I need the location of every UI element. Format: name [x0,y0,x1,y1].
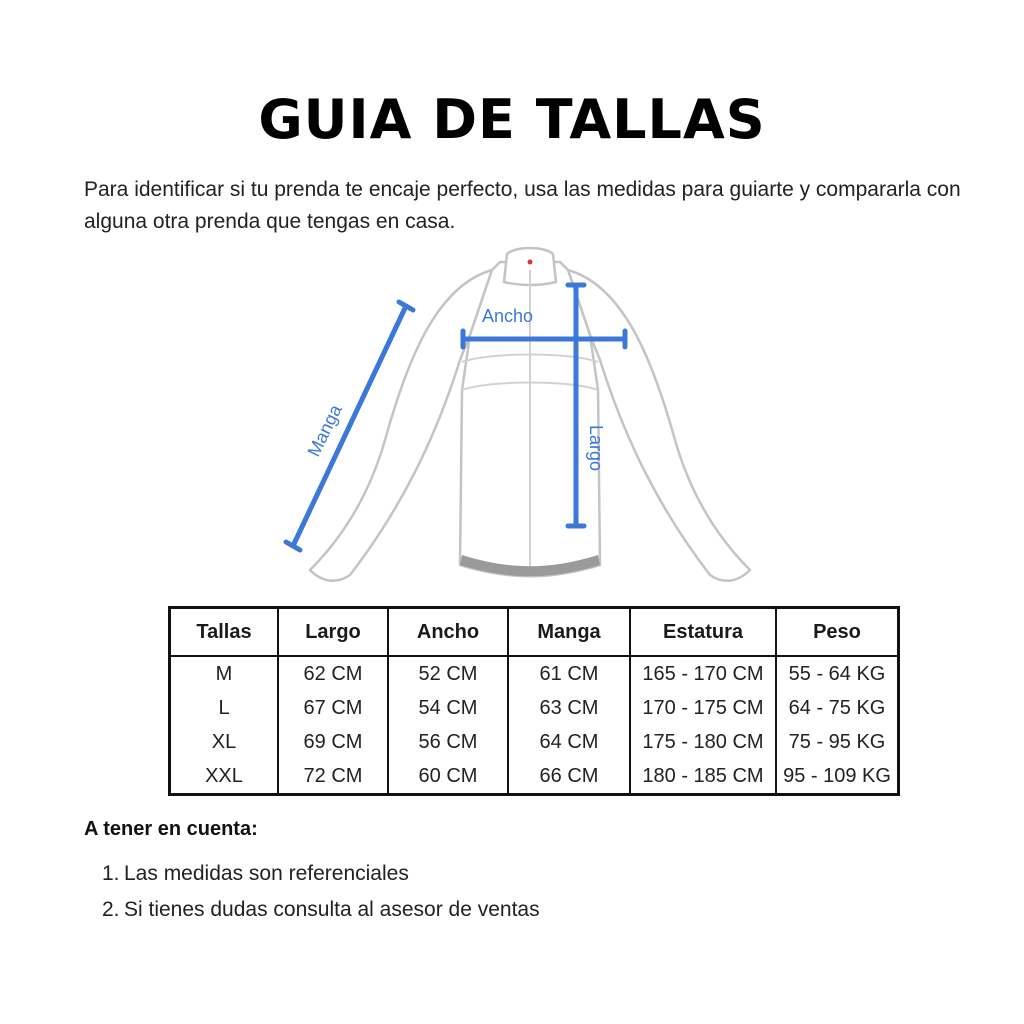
ancho-label: Ancho [482,306,534,326]
cell-estatura: 175 - 180 CM [630,725,776,759]
largo-label: Largo [586,425,606,472]
cell-manga: 61 CM [508,656,630,691]
header-ancho: Ancho [388,608,508,657]
cell-ancho: 52 CM [388,656,508,691]
cell-largo: 67 CM [278,691,388,725]
header-tallas: Tallas [170,608,279,657]
cell-peso: 55 - 64 KG [776,656,899,691]
cell-ancho: 56 CM [388,725,508,759]
list-item-number: 2. [102,898,120,921]
table-row [170,656,899,691]
notes-title: A tener en cuenta: [84,818,258,840]
list-item [102,858,540,894]
cell-largo: 69 CM [278,725,388,759]
manga-label: Manga [303,401,346,460]
cell-largo: 62 CM [278,656,388,691]
cell-peso: 95 - 109 KG [776,759,899,795]
cell-peso: 75 - 95 KG [776,725,899,759]
table-row [170,725,899,759]
notes-list [102,858,540,930]
cell-estatura: 180 - 185 CM [630,759,776,795]
cell-ancho: 60 CM [388,759,508,795]
cell-estatura: 165 - 170 CM [630,656,776,691]
cell-manga: 66 CM [508,759,630,795]
header-peso: Peso [776,608,899,657]
cell-talla: XL [211,730,237,753]
list-item [102,894,540,930]
cell-talla: XXL [205,764,243,787]
list-item-text: Si tienes dudas consulta al asesor de ventas [124,898,540,921]
table-header-row [170,608,899,657]
cell-manga: 63 CM [508,691,630,725]
cell-ancho: 54 CM [388,691,508,725]
list-item-text: Las medidas son referenciales [124,862,409,885]
cell-manga: 64 CM [508,725,630,759]
cell-talla: M [215,662,233,685]
list-item-number: 1. [102,862,120,885]
cell-largo: 72 CM [278,759,388,795]
jacket-diagram [270,240,790,600]
cell-peso: 64 - 75 KG [776,691,899,725]
header-estatura: Estatura [630,608,776,657]
table-row [170,759,899,795]
jacket-illustration [270,240,790,600]
intro-text: Para identificar si tu prenda te encaje perfecto, usa las medidas para guiarte y compararla con alguna otra prenda que tengas en casa. [84,178,961,233]
header-manga: Manga [508,608,630,657]
size-table [168,606,900,796]
cell-estatura: 170 - 175 CM [630,691,776,725]
cell-talla: L [218,696,230,719]
table-row [170,691,899,725]
page-title: GUIA DE TALLAS [258,88,766,151]
header-largo: Largo [278,608,388,657]
